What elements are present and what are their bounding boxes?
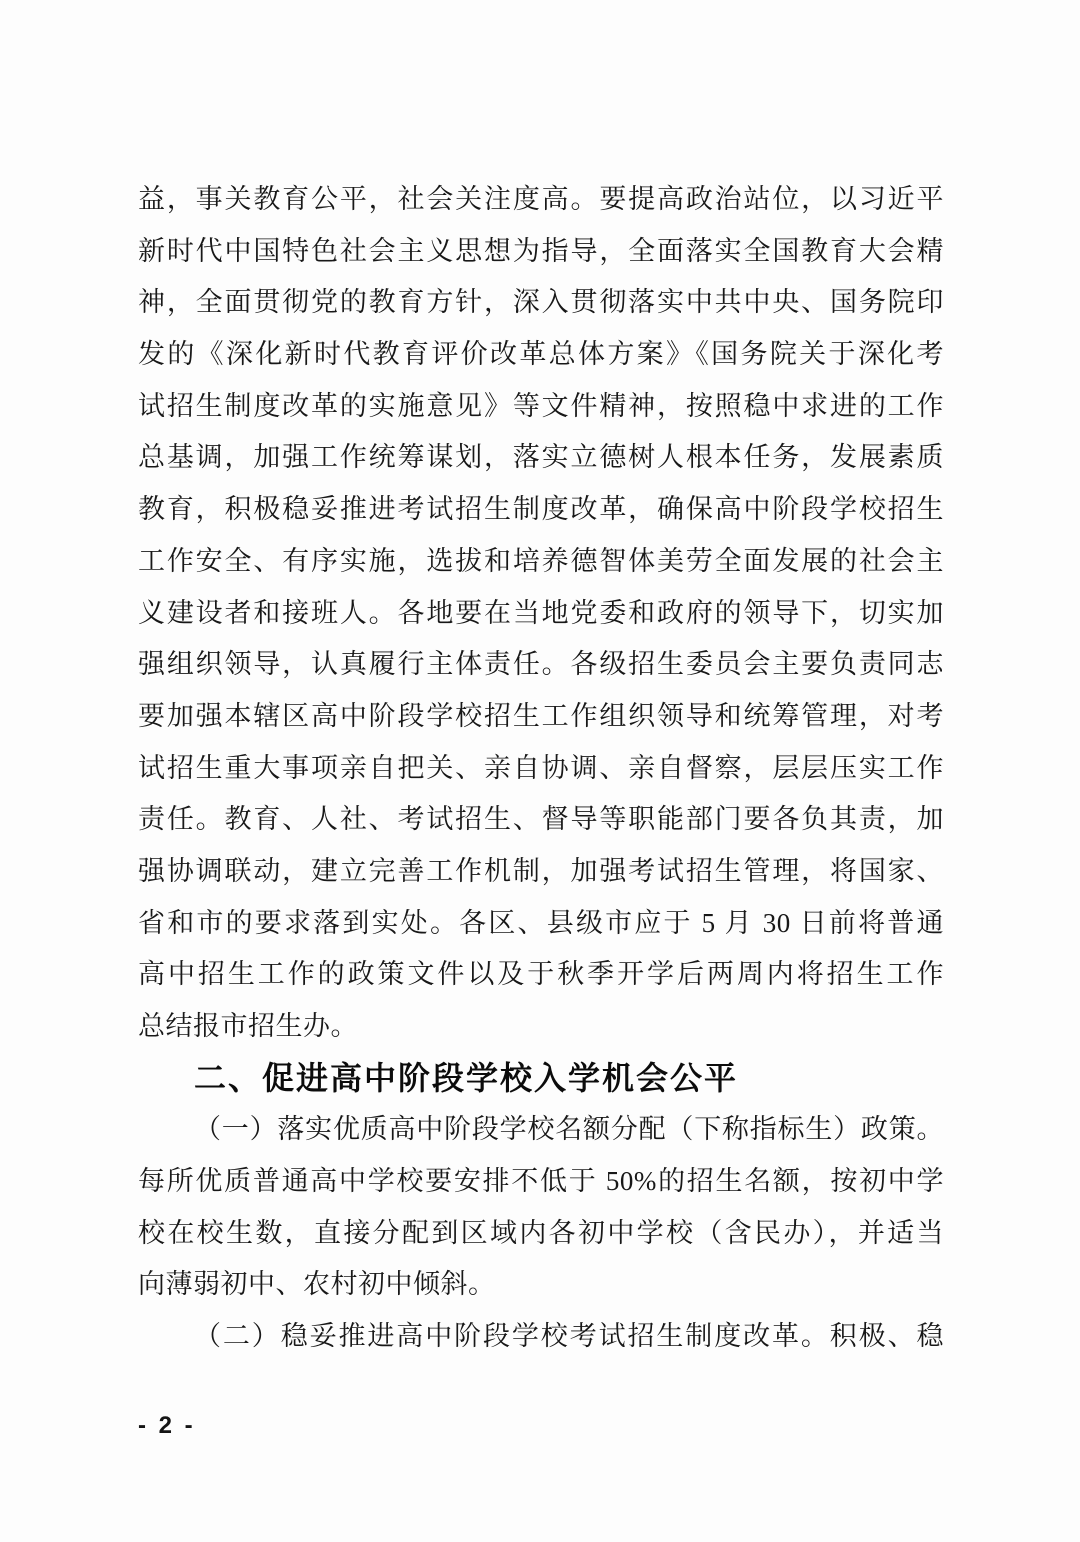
- text-line: 向薄弱初中、农村初中倾斜。: [138, 1269, 496, 1300]
- text-line: 要加强本辖区高中阶段学校招生工作组织领导和统筹管理，对考: [138, 700, 944, 731]
- text-line: 试招生重大事项亲自把关、亲自协调、亲自督察，层层压实工作: [138, 752, 944, 783]
- page-number: - 2 -: [138, 1412, 196, 1439]
- text-line: 强组织领导，认真履行主体责任。各级招生委员会主要负责同志: [138, 649, 944, 680]
- text-line: 试招生制度改革的实施意见》等文件精神，按照稳中求进的工作: [138, 390, 944, 421]
- text-line: 新时代中国特色社会主义思想为指导，全面落实全国教育大会精: [138, 235, 944, 266]
- text-line: 强协调联动，建立完善工作机制，加强考试招生管理，将国家、: [138, 855, 944, 886]
- text-line: 教育，积极稳妥推进考试招生制度改革，确保高中阶段学校招生: [138, 494, 944, 525]
- text-line: 义建设者和接班人。各地要在当地党委和政府的领导下，切实加: [138, 597, 944, 628]
- text-line: 总结报市招生办。: [138, 1011, 358, 1041]
- document-text-block: [138, 174, 944, 1363]
- text-line: 益，事关教育公平，社会关注度高。要提高政治站位，以习近平: [138, 184, 944, 214]
- text-line: 总基调，加强工作统筹谋划，落实立德树人根本任务，发展素质: [138, 442, 944, 473]
- text-line: 校在校生数，直接分配到区域内各初中学校（含民办），并适当: [138, 1217, 944, 1248]
- text-line: 工作安全、有序实施，选拔和培养德智体美劳全面发展的社会主: [138, 545, 944, 576]
- continued-paragraph: [138, 174, 944, 1053]
- text-line: 发的《深化新时代教育评价改革总体方案》《国务院关于深化考: [138, 339, 944, 370]
- text-line: 高中招生工作的政策文件以及于秋季开学后两周内将招生工作: [138, 959, 944, 990]
- section-heading: 二、促进高中阶段学校入学机会公平: [194, 1059, 739, 1096]
- text-line: （一）落实优质高中阶段学校名额分配（下称指标生）政策。: [194, 1114, 944, 1145]
- text-line: 责任。教育、人社、考试招生、督导等职能部门要各负其责，加: [138, 804, 944, 835]
- text-line: 每所优质普通高中学校要安排不低于 50%的招生名额，按初中学: [138, 1166, 944, 1197]
- item-two-paragraph: [138, 1311, 944, 1363]
- item-one-paragraph: [138, 1104, 944, 1311]
- text-line: 神，全面贯彻党的教育方针，深入贯彻落实中共中央、国务院印: [138, 287, 944, 318]
- text-line: （二）稳妥推进高中阶段学校考试招生制度改革。积极、稳: [194, 1321, 944, 1352]
- text-line: 省和市的要求落到实处。各区、县级市应于 5 月 30 日前将普通: [138, 907, 944, 938]
